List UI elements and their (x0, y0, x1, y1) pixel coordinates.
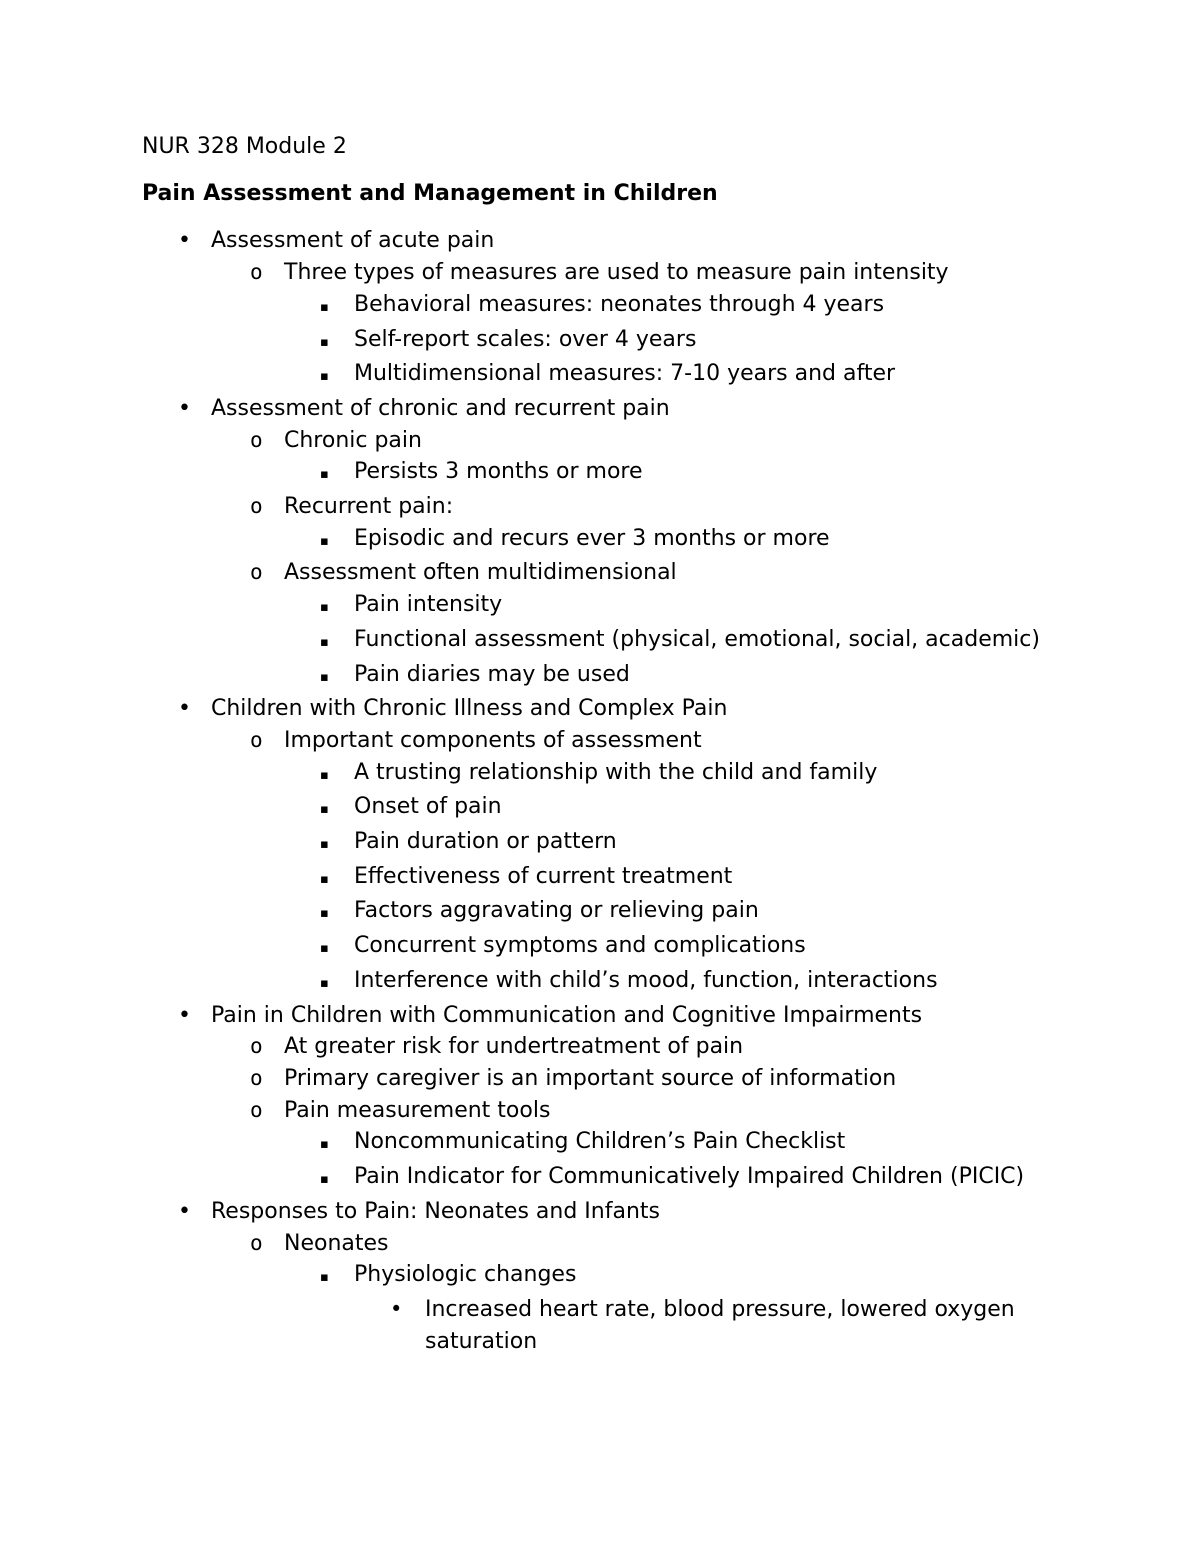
list-item (142, 358, 1060, 393)
bullet-marker-icon: • (178, 696, 191, 722)
list-item (142, 456, 1060, 491)
bullet-marker-icon: ▪ (320, 767, 329, 783)
bullet-marker-icon: o (250, 1034, 263, 1059)
bullet-marker-icon: o (250, 727, 263, 752)
bullet-marker-icon: ▪ (320, 600, 329, 616)
list-item-text: Pain Indicator for Communicatively Impaired Children (PICIC) (354, 1164, 1025, 1190)
list-item (142, 624, 1060, 659)
list-item-text: Pain in Children with Communication and Cognitive Impairments (211, 1002, 923, 1028)
list-item-text: A trusting relationship with the child and family (354, 759, 878, 785)
list-item (142, 895, 1060, 930)
list-item-text: Recurrent pain: (284, 494, 454, 520)
bullet-marker-icon: ▪ (320, 906, 329, 922)
bullet-marker-icon: ▪ (320, 669, 329, 685)
list-item (142, 491, 1060, 523)
list-item-text: Three types of measures are used to measure pain intensity (284, 260, 949, 286)
bullet-marker-icon: • (178, 395, 191, 421)
bullet-marker-icon: • (178, 1002, 191, 1028)
page-title: Pain Assessment and Management in Children (142, 180, 718, 206)
list-item (142, 1095, 1060, 1127)
list-item (142, 791, 1060, 826)
list-item (142, 1000, 1060, 1032)
list-item-text: Interference with child’s mood, function, interactions (354, 967, 938, 993)
list-item-text: Pain duration or pattern (354, 829, 617, 855)
list-item-text: Concurrent symptoms and complications (354, 933, 806, 959)
bullet-marker-icon: ▪ (320, 1172, 329, 1188)
list-item-text: At greater risk for undertreatment of pain (284, 1034, 744, 1060)
bullet-marker-icon: • (390, 1296, 403, 1321)
list-item (142, 1259, 1060, 1294)
list-item (142, 1294, 1060, 1357)
list-item-text: Pain measurement tools (284, 1097, 551, 1123)
bullet-marker-icon: ▪ (320, 1137, 329, 1153)
list-item-text: Pain diaries may be used (354, 661, 630, 687)
list-item (142, 225, 1060, 257)
list-item (142, 965, 1060, 1000)
list-item-text: Children with Chronic Illness and Complex Pain (211, 696, 728, 722)
bullet-marker-icon: ▪ (320, 467, 329, 483)
bullet-marker-icon: ▪ (320, 369, 329, 385)
bullet-marker-icon: ▪ (320, 941, 329, 957)
list-item (142, 861, 1060, 896)
bullet-marker-icon: o (250, 560, 263, 585)
list-item (142, 589, 1060, 624)
bullet-marker-icon: ▪ (320, 1270, 329, 1286)
list-item-text: Factors aggravating or relieving pain (354, 898, 759, 924)
bullet-marker-icon: • (178, 1198, 191, 1224)
bullet-marker-icon: ▪ (320, 837, 329, 853)
list-item (142, 393, 1060, 425)
list-item (142, 1228, 1060, 1260)
list-item-text: Noncommunicating Children’s Pain Checklist (354, 1129, 846, 1155)
list-item-text: Important components of assessment (284, 727, 702, 753)
bullet-marker-icon: ▪ (320, 802, 329, 818)
list-item (142, 757, 1060, 792)
list-item-text: Self-report scales: over 4 years (354, 326, 697, 352)
list-item-text: Onset of pain (354, 794, 502, 820)
list-item-text: Effectiveness of current treatment (354, 863, 733, 889)
course-title: NUR 328 Module 2 (142, 134, 347, 159)
list-item-text: Multidimensional measures: 7-10 years and after (354, 361, 896, 387)
outline-list (142, 225, 1060, 1357)
list-item-text: Increased heart rate, blood pressure, lowered oxygen saturation (425, 1296, 1015, 1354)
list-item-text: Assessment of chronic and recurrent pain (211, 395, 670, 421)
list-item-text: Pain intensity (354, 592, 503, 618)
list-item (142, 1161, 1060, 1196)
list-item (142, 557, 1060, 589)
list-item (142, 1196, 1060, 1228)
list-item-text: Assessment of acute pain (211, 228, 495, 254)
list-item (142, 324, 1060, 359)
bullet-marker-icon: ▪ (320, 871, 329, 887)
bullet-marker-icon: o (250, 427, 263, 452)
bullet-marker-icon: o (250, 1230, 263, 1255)
list-item (142, 1031, 1060, 1063)
list-item-text: Primary caregiver is an important source of information (284, 1065, 897, 1091)
list-item-text: Episodic and recurs ever 3 months or more (354, 525, 830, 551)
list-item-text: Neonates (284, 1230, 389, 1256)
list-item-text: Functional assessment (physical, emotional, social, academic) (354, 626, 1040, 652)
bullet-marker-icon: o (250, 1097, 263, 1122)
bullet-marker-icon: ▪ (320, 634, 329, 650)
list-item-text: Behavioral measures: neonates through 4 years (354, 291, 885, 317)
bullet-marker-icon: ▪ (320, 533, 329, 549)
list-item (142, 930, 1060, 965)
list-item (142, 1063, 1060, 1095)
list-item (142, 1126, 1060, 1161)
list-item (142, 425, 1060, 457)
list-item-text: Assessment often multidimensional (284, 560, 677, 586)
bullet-marker-icon: ▪ (320, 975, 329, 991)
list-item (142, 257, 1060, 289)
bullet-marker-icon: ▪ (320, 299, 329, 315)
list-item (142, 725, 1060, 757)
bullet-marker-icon: o (250, 1065, 263, 1090)
list-item (142, 659, 1060, 694)
list-item-text: Chronic pain (284, 427, 422, 453)
list-item (142, 289, 1060, 324)
bullet-marker-icon: ▪ (320, 334, 329, 350)
list-item (142, 693, 1060, 725)
list-item (142, 826, 1060, 861)
list-item-text: Responses to Pain: Neonates and Infants (211, 1198, 660, 1224)
list-item (142, 523, 1060, 558)
list-item-text: Physiologic changes (354, 1262, 577, 1288)
bullet-marker-icon: o (250, 260, 263, 285)
bullet-marker-icon: • (178, 228, 191, 254)
bullet-marker-icon: o (250, 494, 263, 519)
list-item-text: Persists 3 months or more (354, 459, 643, 485)
